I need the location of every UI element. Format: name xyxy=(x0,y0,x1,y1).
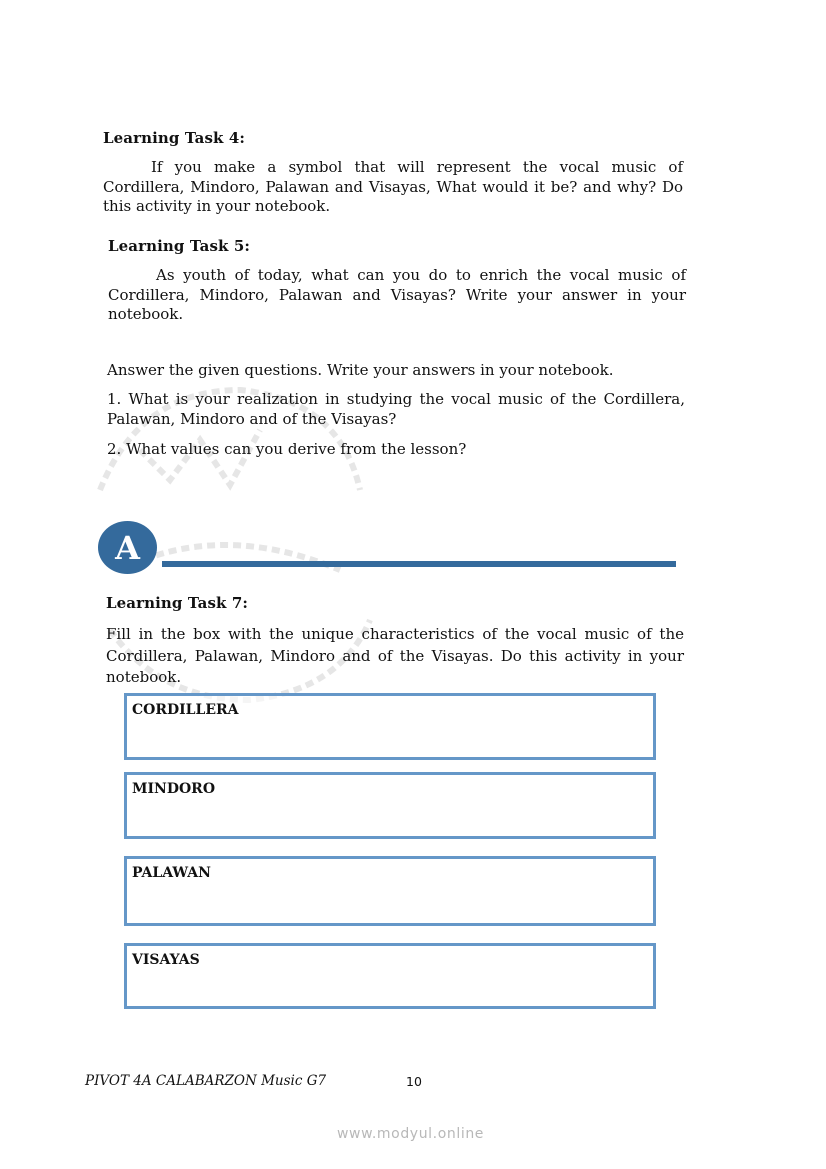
question-1: 1. What is your realization in studying the vocal music of the Cordillera, Palawan, Mindoro and of the Visayas? xyxy=(107,390,685,428)
questions-intro: Answer the given questions. Write your answers in your notebook. xyxy=(107,361,614,379)
task5-body-text: As youth of today, what can you do to enrich the vocal music of Cordillera, Mindoro, Palawan and Visayas? Write your answer in your notebook. xyxy=(108,266,686,323)
answer-box-visayas xyxy=(124,943,656,1009)
section-badge xyxy=(98,521,157,574)
task5-heading: Learning Task 5: xyxy=(108,237,251,255)
task7-body: Fill in the box with the unique characteristics of the vocal music of the Cordillera, Palawan, Mindoro and of the Visayas. Do this activity in your notebook. xyxy=(106,625,684,686)
question-2: 2. What values can you derive from the lesson? xyxy=(107,440,467,458)
box-label: VISAYAS xyxy=(132,952,200,968)
box-label: MINDORO xyxy=(132,781,216,797)
section-divider xyxy=(162,561,676,567)
box-label: CORDILLERA xyxy=(132,702,239,718)
task4-body xyxy=(103,158,683,217)
footer-title: PIVOT 4A CALABARZON Music G7 xyxy=(85,1073,327,1089)
task4-heading: Learning Task 4: xyxy=(103,129,246,147)
page-number: 10 xyxy=(406,1074,422,1089)
website-watermark: www.modyul.online xyxy=(337,1126,485,1142)
task5-body xyxy=(108,266,686,325)
answer-box-mindoro xyxy=(124,772,656,839)
task7-heading: Learning Task 7: xyxy=(106,594,249,612)
section-badge-letter: A xyxy=(115,528,140,567)
task4-body-text: If you make a symbol that will represent the vocal music of Cordillera, Mindoro, Palawan and Visayas, What would it be? and why? Do this activity in your notebook. xyxy=(103,158,683,215)
box-label: PALAWAN xyxy=(132,865,211,881)
answer-box-cordillera xyxy=(124,693,656,760)
answer-box-palawan xyxy=(124,856,656,926)
